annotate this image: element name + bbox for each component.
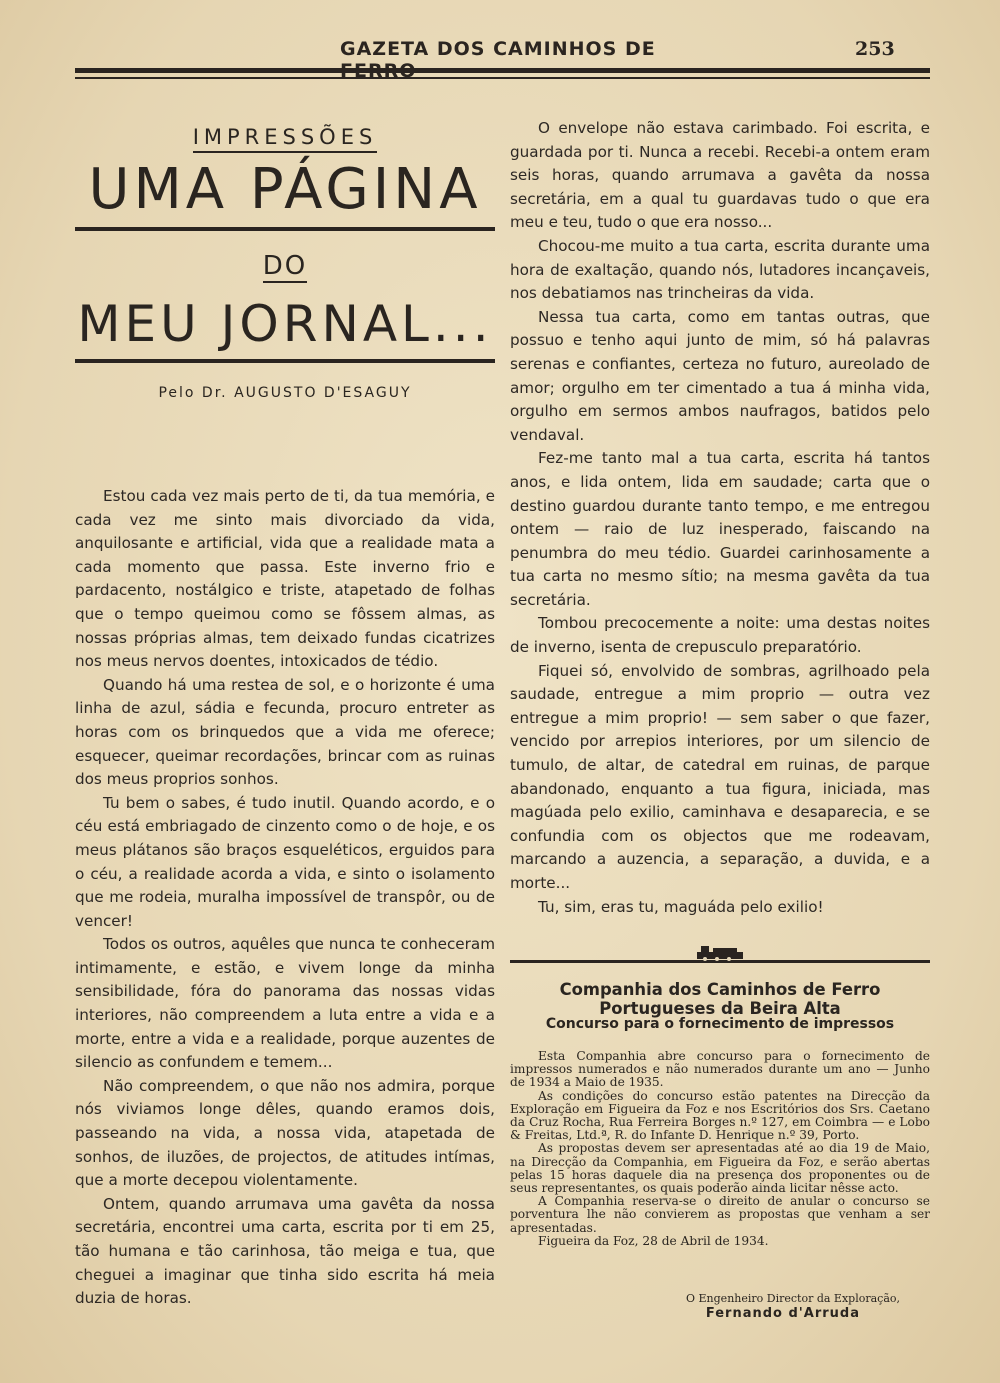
notice-paragraph: A Companhia reserva-se o direito de anular o concurso se porventura lhe não convierem as propostas que venham a ser apresentadas. — [510, 1194, 930, 1235]
notice-subject: Concurso para o fornecimento de impressos — [545, 1016, 895, 1032]
notice-signatory-name: Fernando d'Arruda — [705, 1306, 860, 1321]
article-paragraph: Fez-me tanto mal a tua carta, escrita há tantos anos, e lida ontem, lida em saudade; carta que o destino guardou durante tanto tempo, e me entregou ontem — raio de luz inesperado, faiscando na penumbra do meu tédio. Guardei carinhosamente a tua carta no mesmo sítio; na mesma gavêta da tua secretária. — [510, 449, 930, 609]
article-paragraph: Estou cada vez mais perto de ti, da tua memória, e cada vez me sinto mais divorciado da vida, anquilosante e artificial, vida que a realidade mata a cada momento que passa. Este inverno frio e pardacento, nostálgico e triste, atapetado de folhas que o tempo queimou como se fôssem almas, as nossas próprias almas, tem deixado fundas cicatrizes nos meus nervos doentes, intoxicados de tédio. — [75, 487, 495, 671]
train-ornament-icon — [695, 943, 745, 961]
article-title-line2: MEU JORNAL... — [77, 295, 493, 353]
title-rule-1 — [75, 227, 495, 231]
running-header — [0, 38, 1000, 62]
article-paragraph: Quando há uma restea de sol, e o horizonte é uma linha de azul, sádia e fecunda, procuro entreter as horas com os brinquedos que a vida me oferece; esquecer, queimar recordações, brincar com as ruinas dos meus proprios sonhos. — [75, 675, 495, 789]
article-paragraph: Fiquei só, envolvido de sombras, agrilhoado pela saudade, entregue a mim proprio — outra vez entregue a mim proprio! — sem saber o que fazer, vencido por arrepios interiores, por um silencio de tumulo, de altar, de catedral em ruinas, de parque abandonado, enquanto a tua figura, iniciada, mas magúada pelo exilio, caminhava e desaparecia, e se confundia com os objectos que me rodeavam, marcando a auzencia, a separação, a duvida, e a morte... — [510, 661, 930, 892]
page-number: 253 — [855, 38, 895, 60]
article-title-line1: UMA PÁGINA — [88, 157, 482, 222]
notice-company: Companhia dos Caminhos de Ferro Portugueses da Beira Alta — [559, 980, 881, 1018]
notice-paragraph: As propostas devem ser apresentadas até ao dia 19 de Maio, na Direcção da Companhia, em Figueira da Foz, e serão abertas pelas 15 horas daquele dia na presença dos proponentes ou de seus representantes, os quais poderão ainda licitar nêsse acto. — [510, 1141, 930, 1196]
article-title-do: DO — [262, 251, 308, 281]
article-paragraph: Tu, sim, eras tu, maguáda pelo exilio! — [538, 897, 824, 916]
title-rule-2 — [75, 359, 495, 363]
article-paragraph: Chocou-me muito a tua carta, escrita durante uma hora de exaltação, quando nós, lutadores incançaveis, nos debatiamos nas trincheiras da vida. — [510, 236, 930, 303]
article-body-right — [510, 117, 930, 919]
notice-paragraph: As condições do concurso estão patentes na Direcção da Exploração em Figueira da Foz e nos Escritórios dos Srs. Caetano da Cruz Rocha, Rua Ferreira Borges n.º 127, em Coimbra — e Lobo & Freitas, Ltd.ª, R. do Infante D. Henrique n.º 39, Porto. — [510, 1088, 930, 1143]
notice-signatory-role: O Engenheiro Director da Exploração, — [686, 1292, 900, 1305]
article-kicker: IMPRESSÕES — [75, 125, 495, 153]
notice-paragraph: Figueira da Foz, 28 de Abril de 1934. — [538, 1233, 769, 1248]
notice-body — [510, 1050, 930, 1248]
publication-title: GAZETA DOS CAMINHOS DE — [340, 38, 656, 60]
article-body-left — [75, 485, 495, 1311]
article-heading — [75, 115, 495, 401]
article-paragraph: Tombou precocemente a noite: uma destas noites de inverno, isenta de crepusculo preparatório. — [510, 614, 930, 657]
article-paragraph: Não compreendem, o que não nos admira, porque nós viviamos longe dêles, quando eramos dois, passeando na vida, a nossa vida, atapetada de sonhos, de iluzões, de projectos, de atitudes intímas, que a morte decepou violentamente. — [75, 1076, 495, 1190]
header-rule-bottom — [75, 77, 930, 79]
article-paragraph: O envelope não estava carimbado. Foi escrita, e guardada por ti. Nunca a recebi. Recebi-a ontem eram seis horas, quando arrumava a gavêta da nossa secretária, em a qual tu guardavas tudo o que era meu e teu, tudo o que era nosso... — [510, 119, 930, 232]
header-rule-top — [75, 68, 930, 73]
article-paragraph: Ontem, quando arrumava uma gavêta da nossa secretária, encontrei uma carta, escrita por ti em 25, tão humana e tão carinhosa, tão meiga e tua, que cheguei a imaginar que tinha sido escrita há meia duzia de horas. — [75, 1194, 495, 1308]
article-paragraph: Nessa tua carta, como em tantas outras, que possuo e tenho aqui junto de mim, só há palavras serenas e confiantes, certeza no futuro, aureolado de amor; orgulho em ter cimentado a tua á minha vida, orgulho em sermos ambos naufragos, batidos pelo vendaval. — [510, 307, 930, 444]
article-paragraph: Todos os outros, aquêles que nunca te conheceram intimamente, e estão, e vivem longe da minha sensibilidade, fóra do panorama das nossas vidas interiores, não compreendem a luta entre a vida e a morte, entre a vida e a realidade, porque auzentes de silencio as confundem e temem... — [75, 935, 495, 1072]
notice-paragraph: Esta Companhia abre concurso para o fornecimento de impressos numerados e não numerados durante um ano — Junho de 1934 a Maio de 1935. — [510, 1049, 930, 1090]
article-paragraph: Tu bem o sabes, é tudo inutil. Quando acordo, e o céu está embriagado de cinzento como o de hoje, e os meus plátanos são braços esqueléticos, erguidos para o céu, a realidade acorda a vida, e sinto o isolamento que me rodeia, muralha impossível de transpôr, ou de vencer! — [75, 793, 495, 930]
article-byline: Pelo Dr. AUGUSTO D'ESAGUY — [158, 385, 412, 401]
